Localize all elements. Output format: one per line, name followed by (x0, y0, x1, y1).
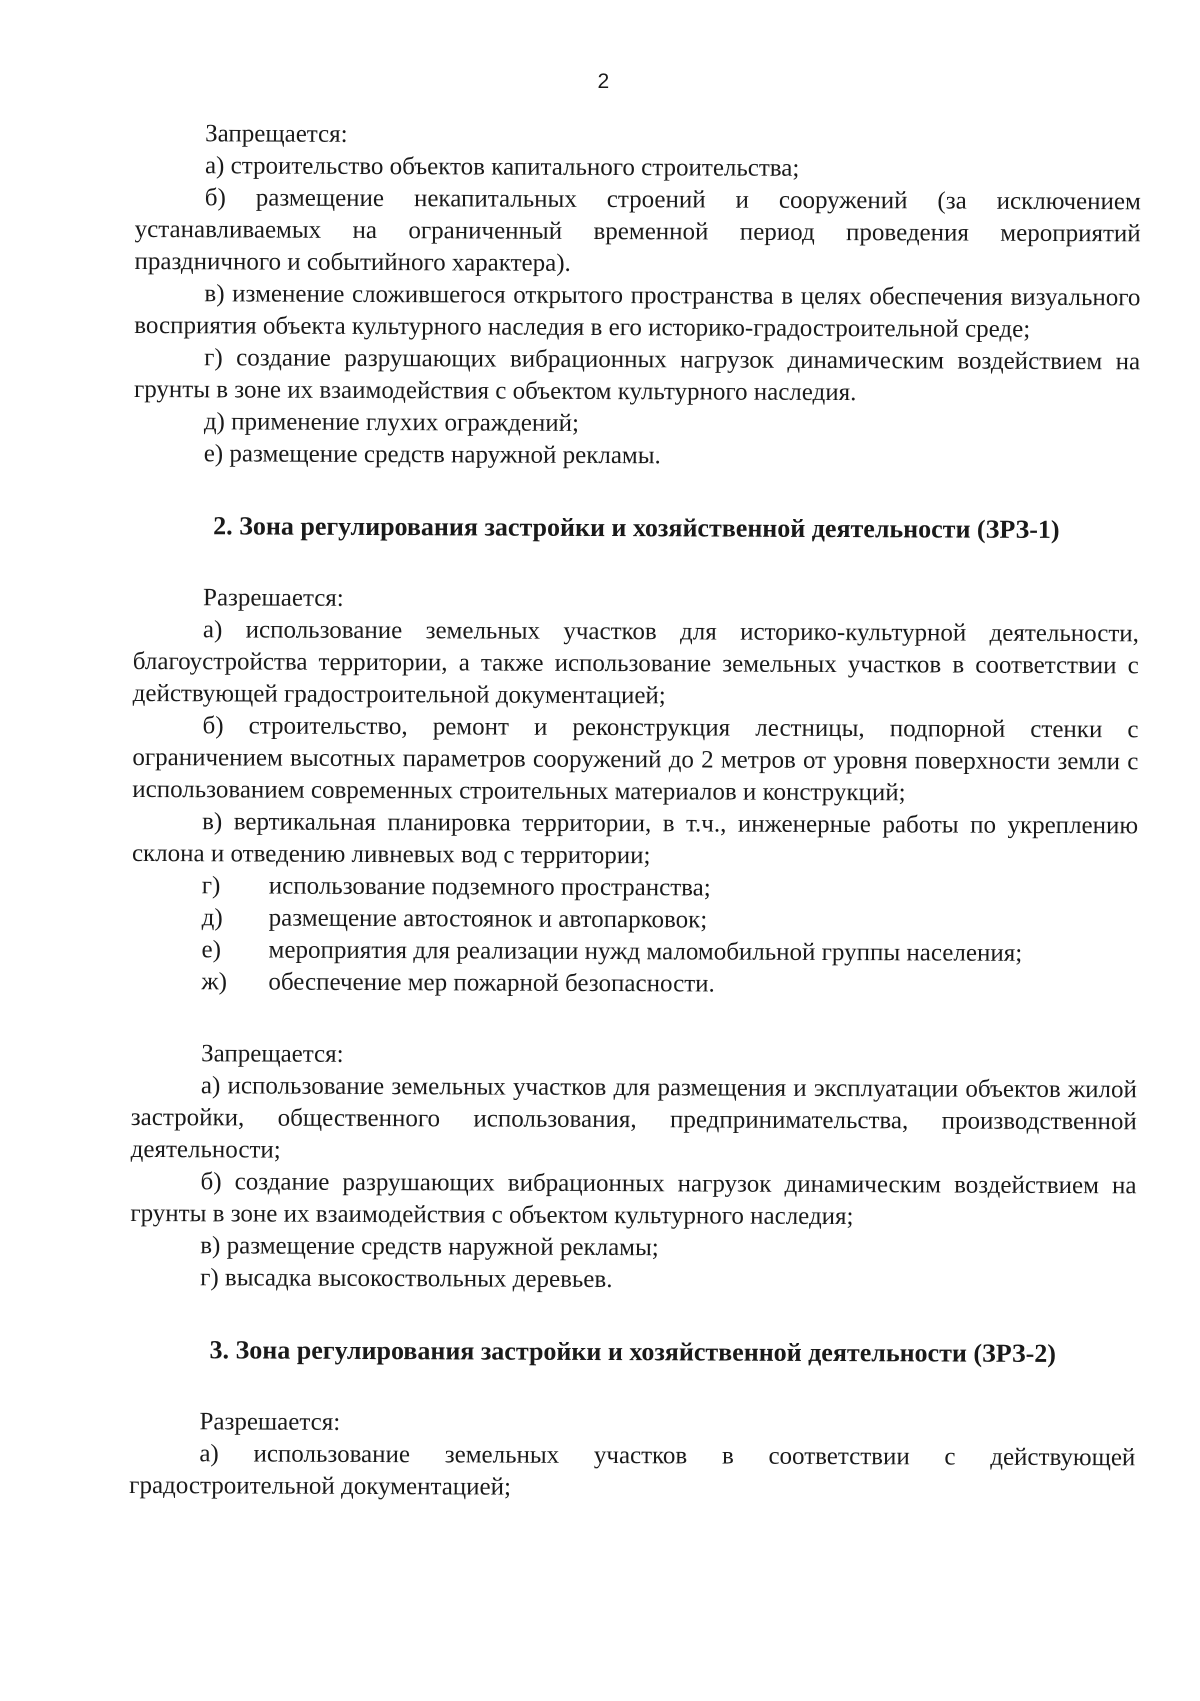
list-text: обеспечение мер пожарной безопасности. (268, 968, 715, 998)
list-item (131, 966, 1137, 1002)
list-item: б) размещение некапитальных строений и сооружений (за исключением устанавливаемых на ограниченный временной период проведения мероприятий праздничного и событийного характера). (134, 184, 1141, 277)
forbidden-label: Запрещается: (205, 120, 348, 148)
list-marker: г) (201, 872, 221, 900)
list-item: а) использование земельных участков для историко-культурной деятельности, благоустройства территории, а также использование земельных участков в соответствии с действующей градостроительной документацией; (132, 616, 1140, 710)
list-item: в) вертикальная планировка территории, в т.ч., инженерные работы по укреплению склона и отведению ливневых вод с территории; (131, 808, 1139, 870)
list-item: г) создание разрушающих вибрационных нагрузок динамическим воздействием на грунты в зоне их взаимодействия с объектом культурного наследия. (133, 344, 1141, 407)
list-text: мероприятия для реализации нужд маломобильной группы населения; (268, 936, 1023, 967)
list-marker: ж) (201, 968, 228, 996)
list-text: использование подземного пространства; (268, 872, 711, 902)
list-item (132, 902, 1138, 938)
list-marker: е) (201, 936, 222, 964)
allowed-label: Разрешается: (203, 584, 344, 612)
page-number: 2 (597, 69, 610, 94)
document-body (129, 118, 1141, 1506)
list-item: в) размещение средств наружной рекламы; (200, 1232, 659, 1262)
list-item: а) использование земельных участков для размещения и эксплуатации объектов жилой застройки, общественного использования, предпринимательства, производственной деятельности; (130, 1072, 1138, 1164)
list-text: размещение автостоянок и автопарковок; (268, 904, 708, 934)
list-item: е) размещение средств наружной рекламы. (203, 440, 661, 470)
allowed-label: Разрешается: (199, 1408, 341, 1436)
list-item: б) строительство, ремонт и реконструкция лестницы, подпорной стенки с ограничением высотных параметров сооружений до 2 метров от уровня поверхности земли с использованием современных строительных материалов и конструкций; (132, 712, 1139, 807)
list-item: г) высадка высокоствольных деревьев. (200, 1264, 613, 1294)
list-item (132, 870, 1138, 906)
list-item: а) строительство объектов капитального строительства; (204, 152, 800, 182)
forbidden-label: Запрещается: (201, 1040, 344, 1068)
list-item: в) изменение сложившегося открытого пространства в целях обеспечения визуального восприятия объекта культурного наследия в его историко-градостроительной среде; (134, 280, 1141, 343)
list-item: б) создание разрушающих вибрационных нагрузок динамическим воздействием на грунты в зоне их взаимодействия с объектом культурного наследия; (130, 1168, 1137, 1231)
list-item (131, 934, 1137, 970)
list-item: д) применение глухих ограждений; (203, 408, 580, 437)
list-marker: д) (201, 904, 223, 932)
section-heading-zrz2: 3. Зона регулирования застройки и хозяйственной деятельности (ЗРЗ-2) (209, 1335, 1057, 1368)
section-heading-zrz1: 2. Зона регулирования застройки и хозяйственной деятельности (ЗРЗ-1) (213, 511, 1060, 545)
list-item: а) использование земельных участков в соответствии с действующей градостроительной документацией; (129, 1440, 1136, 1501)
